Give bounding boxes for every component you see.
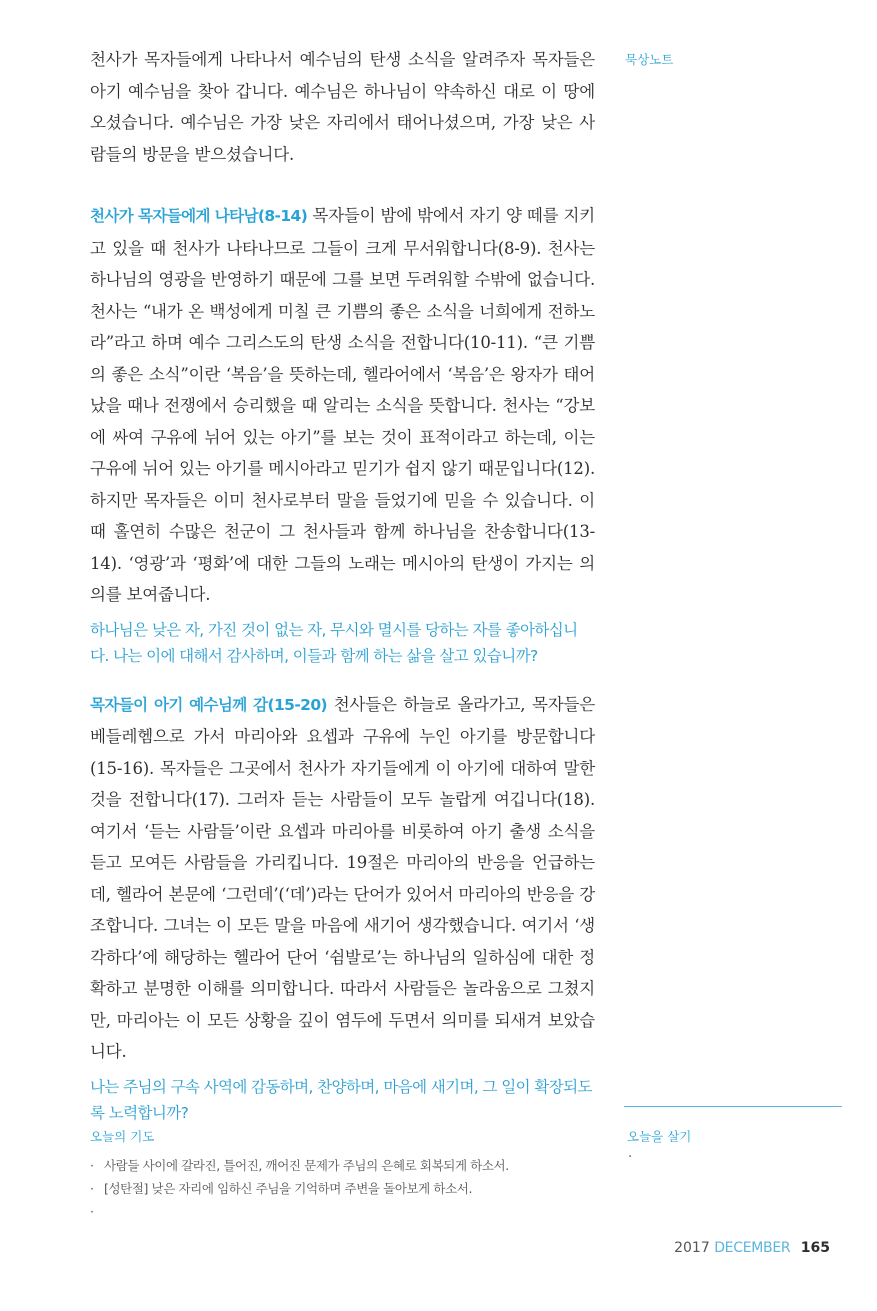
meditation-notes-title: 묵상노트 xyxy=(625,52,674,67)
prayer-item xyxy=(90,1154,595,1177)
section1-body: 목자들이 밤에 밖에서 자기 양 떼를 지키고 있을 때 천사가 나타나므로 그들이 크게 무서워합니다(8-9). 천사는 하나님의 영광을 반영하기 때문에 그를 보면 두려워할 수밖에 없습니다. 천사는 “내가 온 백성에게 미칠 큰 기쁨의 좋은 소식을 너희에게 전하노라”라고 하며 예수 그리스도의 탄생 소식을 전합니다(10-11). “큰 기쁨의 좋은 소식”이란 ‘복음’을 뜻하는데, 헬라어에서 ‘복음’은 왕자가 태어났을 때나 전쟁에서 승리했을 때 알리는 소식을 뜻합니다. 천사는 “강보에 싸여 구유에 뉘어 있는 아기”를 보는 것이 표적이라고 하는데, 이는 구유에 뉘어 있는 아기를 메시아라고 믿기가 쉽지 않기 때문입니다(12). 하지만 목자들은 이미 천사로부터 말을 들었기에 믿을 수 있습니다. 이때 홀연히 수많은 천군이 그 천사들과 함께 하나님을 찬송합니다(13-14). ‘영광’과 ‘평화’에 대한 그들의 노래는 메시아의 탄생이 가지는 의의를 보여줍니다. xyxy=(90,206,595,604)
prayer-section xyxy=(90,1127,595,1223)
prayer-title: 오늘의 기도 xyxy=(90,1129,155,1144)
prayer-bullet: · xyxy=(90,1158,94,1173)
prayer-item-text: 사람들 사이에 갈라진, 틀어진, 깨어진 문제가 주님의 은혜로 회복되게 하소서. xyxy=(104,1158,509,1173)
section2-heading: 목자들이 아기 예수님께 감(15-20) xyxy=(90,695,328,714)
page-footer xyxy=(674,1240,830,1256)
section2-paragraph xyxy=(90,689,595,1068)
prayer-item-text: [성탄절] 낮은 자리에 임하신 주님을 기억하며 주변을 돌아보게 하소서. xyxy=(104,1181,473,1196)
section1-paragraph xyxy=(90,200,595,611)
living-today-bullet: · xyxy=(628,1150,633,1165)
footer-year: 2017 xyxy=(674,1240,710,1256)
intro-paragraph: 천사가 목자들에게 나타나서 예수님의 탄생 소식을 알려주자 목자들은 아기 예수님을 찾아 갑니다. 예수님은 하나님이 약속하신 대로 이 땅에 오셨습니다. 예수님은 가장 낮은 자리에서 태어나셨으며, 가장 낮은 사람들의 방문을 받으셨습니다. xyxy=(90,50,595,164)
section2-body: 천사들은 하늘로 올라가고, 목자들은 베들레헴으로 가서 마리아와 요셉과 구유에 누인 아기를 방문합니다(15-16). 목자들은 그곳에서 천사가 자기들에게 이 아기에 대하여 말한 것을 전합니다(17). 그러자 듣는 사람들이 모두 놀랍게 여깁니다(18). 여기서 ‘듣는 사람들’이란 요셉과 마리아를 비롯하여 아기 출생 소식을 듣고 모여든 사람들을 가리킵니다. 19절은 마리아의 반응을 언급하는데, 헬라어 본문에 ‘그런데’(‘데’)라는 단어가 있어서 마리아의 반응을 강조합니다. 그녀는 이 모든 말을 마음에 새기어 생각했습니다. 여기서 ‘생각하다’에 해당하는 헬라어 단어 ‘쉼발로’는 하나님의 일하심에 대한 정확하고 분명한 이해를 의미합니다. 따라서 사람들은 놀라움으로 그쳤지만, 마리아는 이 모든 상황을 깊이 염두에 두면서 의미를 되새겨 보았습니다. xyxy=(90,694,596,1061)
prayer-bullet: · xyxy=(90,1204,94,1219)
section1-reflection: 하나님은 낮은 자, 가진 것이 없는 자, 무시와 멸시를 당하는 자를 좋아하십니다. 나는 이에 대해서 감사하며, 이들과 함께 하는 삶을 살고 있습니까? xyxy=(90,620,578,665)
sidebar-divider xyxy=(624,1106,842,1107)
section1-heading: 천사가 목자들에게 나타남(8-14) xyxy=(90,207,308,225)
living-today-label: 오늘을 살기 xyxy=(627,1129,692,1144)
prayer-bullet: · xyxy=(90,1181,94,1196)
footer-month: DECEMBER xyxy=(714,1240,791,1256)
main-column xyxy=(90,44,595,1126)
prayer-item xyxy=(90,1177,595,1200)
prayer-item xyxy=(90,1200,595,1223)
section2-reflection: 나는 주님의 구속 사역에 감동하며, 찬양하며, 마음에 새기며, 그 일이 확장되도록 노력합니까? xyxy=(90,1077,592,1122)
page-number: 165 xyxy=(800,1240,830,1256)
